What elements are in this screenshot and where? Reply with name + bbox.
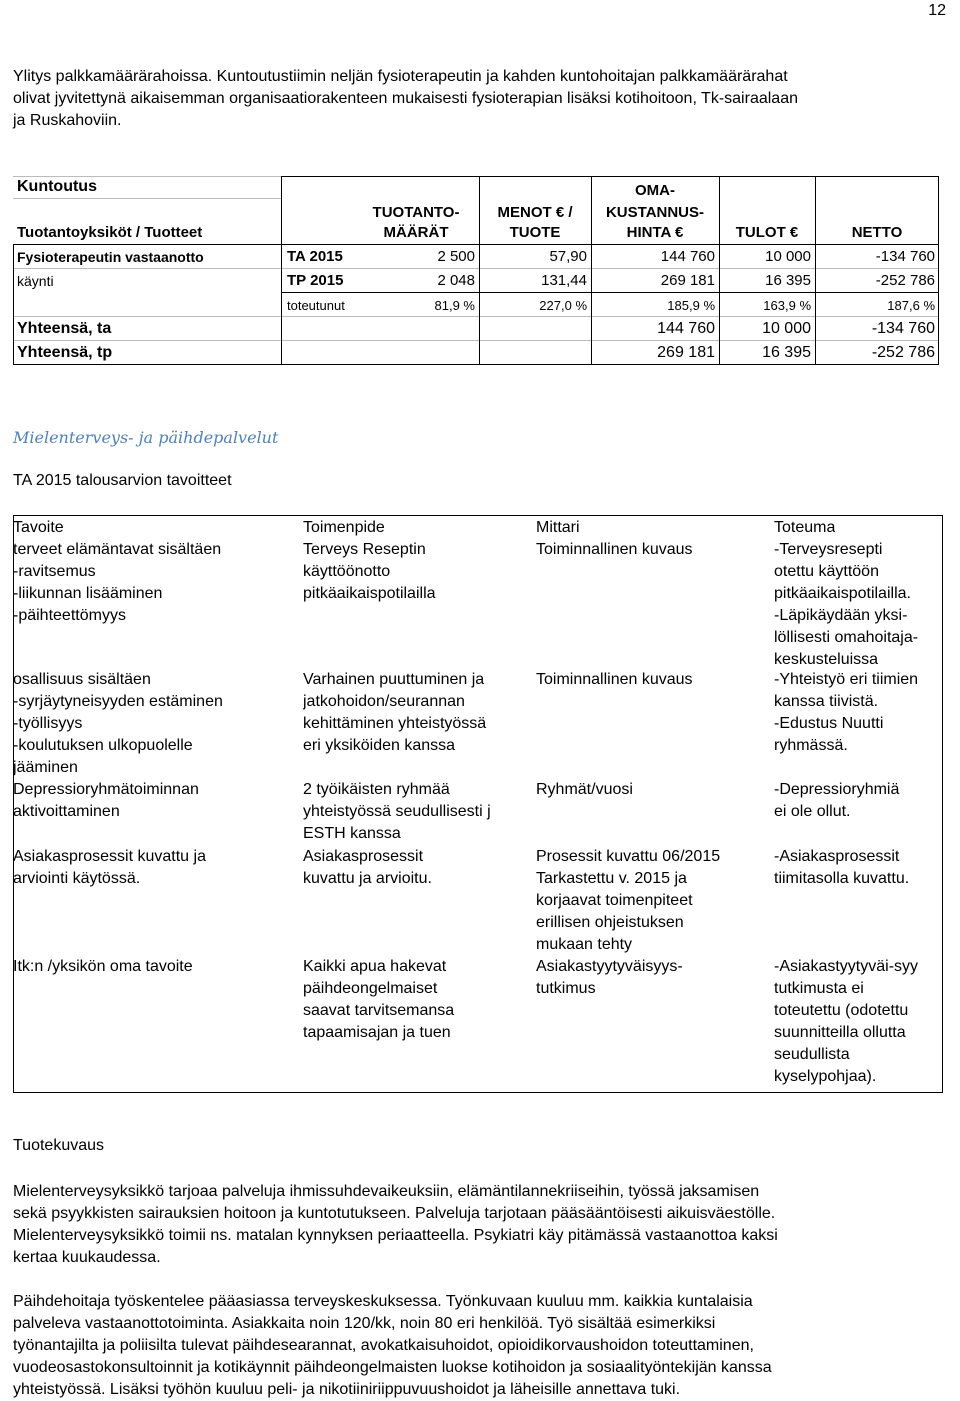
toteuma-line: tiimitasolla kuvattu. xyxy=(774,870,910,887)
tavoite-line: -päihteettömyys xyxy=(13,607,126,624)
percent-cell: 185,9 % xyxy=(667,298,715,313)
value-cell: 10 000 xyxy=(762,320,811,337)
percent-cell: 227,0 % xyxy=(539,298,587,313)
header-oma-3: HINTA € xyxy=(626,224,684,241)
tuotekuvaus-paragraph-1 xyxy=(13,1181,948,1269)
paragraph-line: vuodeosastokonsultoinnit ja kotikäynnit päihdeongelmaisten luokse kotihoidon ja sosiaalityöntekijän kanssa xyxy=(13,1359,772,1376)
value-cell: 131,44 xyxy=(541,272,587,289)
value-cell: 144 760 xyxy=(660,248,715,265)
mittari-line: Tarkastettu v. 2015 ja xyxy=(536,870,687,887)
header-toteuma: Toteuma xyxy=(774,519,836,536)
toimenpide-line: jatkohoidon/seurannan xyxy=(303,693,465,710)
total-label: Yhteensä, tp xyxy=(17,344,113,361)
tuotekuvaus-paragraph-2 xyxy=(13,1291,948,1401)
tavoite-line: Asiakasprosessit kuvattu ja xyxy=(13,848,206,865)
tavoite-line: Itk:n /yksikön oma tavoite xyxy=(13,958,193,975)
intro-line: Ylitys palkkamäärärahoissa. Kuntoutustiimin neljän fysioterapeutin ja kahden kuntohoitajan palkkamäärärahat xyxy=(13,68,788,85)
toteuma-line: keskusteluissa xyxy=(774,651,879,668)
mittari-line: mukaan tehty xyxy=(536,936,633,953)
toimenpide-line: Varhainen puuttuminen ja xyxy=(303,671,485,688)
percent-cell: 81,9 % xyxy=(434,298,475,313)
mittari-line: Asiakastyytyväisyys- xyxy=(536,958,683,975)
value-cell: 57,90 xyxy=(549,248,587,265)
toteuma-line: -Yhteistyö eri tiimien xyxy=(774,671,919,688)
mittari-line: Ryhmät/vuosi xyxy=(536,781,633,798)
kuntoutus-table xyxy=(13,176,939,364)
period-label: TP 2015 xyxy=(287,272,344,289)
toteutunut-label: toteutunut xyxy=(287,298,345,313)
paragraph-line: Mielenterveysyksikkö toimii ns. matalan kynnyksen periaatteella. Psykiatri käy pitämässä vastaanottoa kaksi xyxy=(13,1227,778,1244)
row-label: Fysioterapeutin vastaanotto xyxy=(17,249,204,265)
paragraph-line: palveleva vastaanottotoiminta. Asiakkaita noin 120/kk, noin 80 eri henkilöä. Työ sisältää esimerkiksi xyxy=(13,1315,716,1332)
header-oma: OMA- xyxy=(635,182,675,199)
mittari-line: korjaavat toimenpiteet xyxy=(536,892,693,909)
goal-table xyxy=(13,515,943,1092)
toteuma-line: -Edustus Nuutti xyxy=(774,715,884,732)
toteuma-line: -Läpikäydään yksi- xyxy=(774,607,908,624)
value-cell: -134 760 xyxy=(875,248,935,265)
toteuma-line: kyselypohjaa). xyxy=(774,1068,877,1085)
toimenpide-line: Terveys Reseptin xyxy=(303,541,426,558)
toimenpide-line: saavat tarvitsemansa xyxy=(303,1002,455,1019)
header-tulot: TULOT € xyxy=(735,224,799,241)
toteuma-line: tutkimusta ei xyxy=(774,980,864,997)
header-tuotantomaarat: TUOTANTO- xyxy=(372,204,460,221)
toimenpide-line: kuvattu ja arvioitu. xyxy=(303,870,432,887)
table-subtitle: Tuotantoyksiköt / Tuotteet xyxy=(17,224,203,241)
mittari-line: Prosessit kuvattu 06/2015 xyxy=(536,848,721,865)
toteuma-line: otettu käyttöön xyxy=(774,563,879,580)
value-cell: 16 395 xyxy=(765,272,811,289)
section-title: Mielenterveys- ja päihdepalvelut xyxy=(13,428,279,447)
tuotekuvaus-heading: Tuotekuvaus xyxy=(13,1137,105,1154)
header-toimenpide: Toimenpide xyxy=(303,519,385,536)
total-label: Yhteensä, ta xyxy=(17,320,112,337)
toteuma-line: ei ole ollut. xyxy=(774,803,851,820)
header-tuotantomaarat-2: MÄÄRÄT xyxy=(383,224,449,241)
toteuma-line: ryhmässä. xyxy=(774,737,848,754)
toteuma-line: -Asiakastyytyväi-syy xyxy=(774,958,919,975)
toimenpide-line: Kaikki apua hakevat xyxy=(303,958,447,975)
toimenpide-line: 2 työikäisten ryhmää xyxy=(303,781,450,798)
value-cell: 144 760 xyxy=(657,320,715,337)
value-cell: 2 500 xyxy=(437,248,475,265)
paragraph-line: kertaa kuukaudessa. xyxy=(13,1249,161,1266)
tavoite-line: -koulutuksen ulkopuolelle xyxy=(13,737,193,754)
tavoite-line: -ravitsemus xyxy=(13,563,96,580)
toteuma-line: -Terveysresepti xyxy=(774,541,883,558)
tavoite-line: -työllisyys xyxy=(13,715,83,732)
header-tavoite: Tavoite xyxy=(13,519,64,536)
header-mittari: Mittari xyxy=(536,519,580,536)
toimenpide-line: tapaamisajan ja tuen xyxy=(303,1024,451,1041)
percent-cell: 187,6 % xyxy=(887,298,935,313)
mittari-line: tutkimus xyxy=(536,980,596,997)
percent-cell: 163,9 % xyxy=(763,298,811,313)
toteuma-line: pitkäaikaispotilailla. xyxy=(774,585,911,602)
value-cell: -252 786 xyxy=(871,344,935,361)
tavoite-line: aktivoittaminen xyxy=(13,803,120,820)
tavoite-line: osallisuus sisältäen xyxy=(13,671,151,688)
table-title: Kuntoutus xyxy=(17,178,97,195)
paragraph-line: Mielenterveysyksikkö tarjoaa palveluja ihmissuhdevaikeuksiin, elämäntilannekriiseihin, työssä jaksamisen xyxy=(13,1183,760,1200)
tavoite-line: arviointi käytössä. xyxy=(13,870,141,887)
header-menot-2: TUOTE xyxy=(509,224,561,241)
intro-paragraph xyxy=(13,66,948,132)
mittari-line: Toiminnallinen kuvaus xyxy=(536,541,693,558)
toteuma-line: -Asiakasprosessit xyxy=(774,848,900,865)
toimenpide-line: yhteistyössä seudullisesti j xyxy=(303,803,491,820)
value-cell: -134 760 xyxy=(871,320,935,337)
toimenpide-line: Asiakasprosessit xyxy=(303,848,424,865)
value-cell: 16 395 xyxy=(762,344,811,361)
value-cell: 269 181 xyxy=(657,344,715,361)
toimenpide-line: päihdeongelmaiset xyxy=(303,980,438,997)
mittari-line: Toiminnallinen kuvaus xyxy=(536,671,693,688)
intro-line: ja Ruskahoviin. xyxy=(13,112,122,129)
intro-line: olivat jyvitettynä aikaisemman organisaatiorakenteen mukaisesti fysioterapian lisäksi kotihoitoon, Tk-sairaalaan xyxy=(13,90,798,107)
toteuma-line: suunnitteilla ollutta xyxy=(774,1024,906,1041)
page-number: 12 xyxy=(928,2,946,19)
toteuma-line: seudullista xyxy=(774,1046,850,1063)
header-netto: NETTO xyxy=(851,224,903,241)
toimenpide-line: pitkäaikaispotilailla xyxy=(303,585,436,602)
toteuma-line: -Depressioryhmiä xyxy=(774,781,900,798)
toimenpide-line: eri yksiköiden kanssa xyxy=(303,737,456,754)
value-cell: 269 181 xyxy=(660,272,715,289)
toteuma-line: toteutettu (odotettu xyxy=(774,1002,909,1019)
toimenpide-line: käyttöönotto xyxy=(303,563,391,580)
value-cell: -252 786 xyxy=(875,272,935,289)
toteuma-line: löllisesti omahoitaja- xyxy=(774,629,919,646)
toteuma-line: kanssa tiivistä. xyxy=(774,693,879,710)
toimenpide-line: ESTH kanssa xyxy=(303,825,401,842)
paragraph-line: sekä psyykkisten sairauksien hoitoon ja kuntotutukseen. Palveluja tarjotaan pääsääntöisesti aikuisväestölle. xyxy=(13,1205,776,1222)
tavoite-line: -liikunnan lisääminen xyxy=(13,585,163,602)
tavoite-line: -syrjäytyneisyyden estäminen xyxy=(13,693,223,710)
period-label: TA 2015 xyxy=(287,248,343,265)
paragraph-line: yhteistyössä. Lisäksi työhön kuuluu peli- ja nikotiiniriippuvuushoidot ja läheisille annettava tuki. xyxy=(13,1381,681,1398)
tavoite-line: Depressioryhmätoiminnan xyxy=(13,781,199,798)
paragraph-line: työnantajilta ja poliisilta tulevat päihdesearannat, avokatkaisuhoidot, opioidikorvaushoidon toteuttaminen, xyxy=(13,1337,754,1354)
toimenpide-line: kehittäminen yhteistyössä xyxy=(303,715,487,732)
mittari-line: erillisen ohjeistuksen xyxy=(536,914,684,931)
header-oma-2: KUSTANNUS- xyxy=(605,204,705,221)
value-cell: 10 000 xyxy=(765,248,811,265)
tavoite-line: jääminen xyxy=(13,759,78,776)
paragraph-line: Päihdehoitaja työskentelee pääasiassa terveyskeskuksessa. Työnkuvaan kuuluu mm. kaikkia kuntalaisia xyxy=(13,1293,753,1310)
row-label: käynti xyxy=(17,273,54,289)
value-cell: 2 048 xyxy=(437,272,475,289)
tavoite-line: terveet elämäntavat sisältäen xyxy=(13,541,222,558)
ta-heading: TA 2015 talousarvion tavoitteet xyxy=(13,472,232,489)
header-menot: MENOT € / xyxy=(497,204,573,221)
